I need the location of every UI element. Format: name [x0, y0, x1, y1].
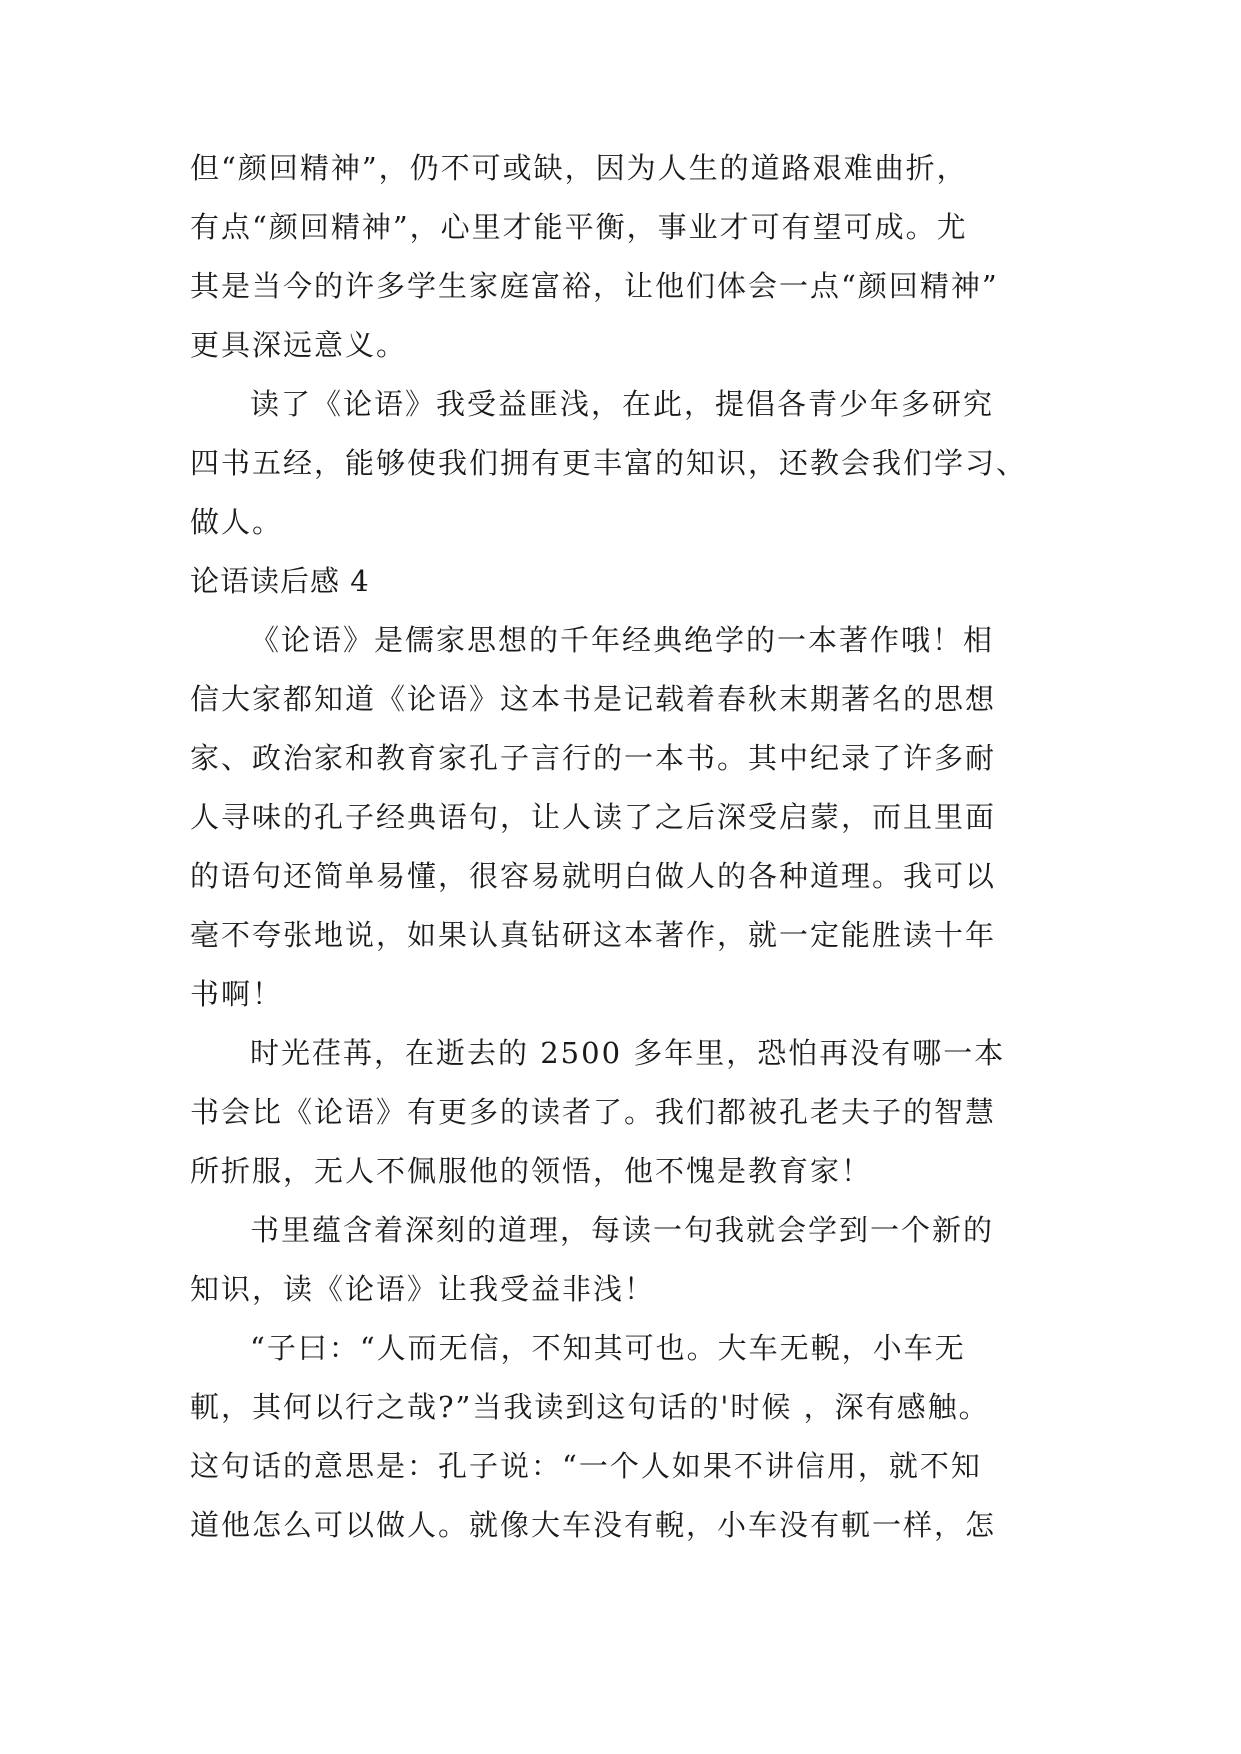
paragraph-first-line: 《论语》是儒家思想的千年经典绝学的一本著作哦！相 — [250, 623, 995, 657]
paragraph-line: 道他怎么可以做人。就像大车没有輗，小车没有軏一样，怎 — [190, 1508, 997, 1542]
paragraph-line: 做人。 — [190, 505, 284, 539]
paragraph-line: 知识，读《论语》让我受益非浅！ — [190, 1272, 656, 1306]
paragraph-first-line: 读了《论语》我受益匪浅，在此，提倡各青少年多研究 — [250, 387, 995, 421]
paragraph-line: 书啊！ — [190, 977, 284, 1011]
paragraph-first-line: 时光荏苒，在逝去的 2500 多年里，恐怕再没有哪一本 — [250, 1036, 1006, 1070]
paragraph-line: 其是当今的许多学生家庭富裕，让他们体会一点“颜回精神” — [190, 269, 999, 303]
paragraph-first-line: 书里蕴含着深刻的道理，每读一句我就会学到一个新的 — [250, 1213, 995, 1247]
paragraph-line: 毫不夸张地说，如果认真钻研这本著作，就一定能胜读十年 — [190, 918, 997, 952]
paragraph-line: 更具深远意义。 — [190, 328, 408, 362]
section-heading: 论语读后感 4 — [190, 564, 370, 598]
paragraph-line: 有点“颜回精神”，心里才能平衡，事业才可有望可成。尤 — [190, 210, 968, 244]
paragraph-line: 所折服，无人不佩服他的领悟，他不愧是教育家！ — [190, 1154, 873, 1188]
paragraph-line: 人寻味的孔子经典语句，让人读了之后深受启蒙，而且里面 — [190, 800, 997, 834]
paragraph-line: 四书五经，能够使我们拥有更丰富的知识，还教会我们学习、 — [190, 446, 1028, 480]
paragraph-line: 但“颜回精神”，仍不可或缺，因为人生的道路艰难曲折， — [190, 151, 968, 185]
paragraph-line: 这句话的意思是：孔子说：“一个人如果不讲信用，就不知 — [190, 1449, 982, 1483]
paragraph-line: 书会比《论语》有更多的读者了。我们都被孔老夫子的智慧 — [190, 1095, 997, 1129]
paragraph-first-line: “子曰：“人而无信，不知其可也。大车无輗，小车无 — [250, 1331, 966, 1365]
paragraph-line: 信大家都知道《论语》这本书是记载着春秋末期著名的思想 — [190, 682, 997, 716]
paragraph-line: 的语句还简单易懂，很容易就明白做人的各种道理。我可以 — [190, 859, 997, 893]
paragraph-line: 軏，其何以行之哉?”当我读到这句话的'时候 ，深有感触。 — [190, 1390, 990, 1424]
paragraph-line: 家、政治家和教育家孔子言行的一本书。其中纪录了许多耐 — [190, 741, 997, 775]
